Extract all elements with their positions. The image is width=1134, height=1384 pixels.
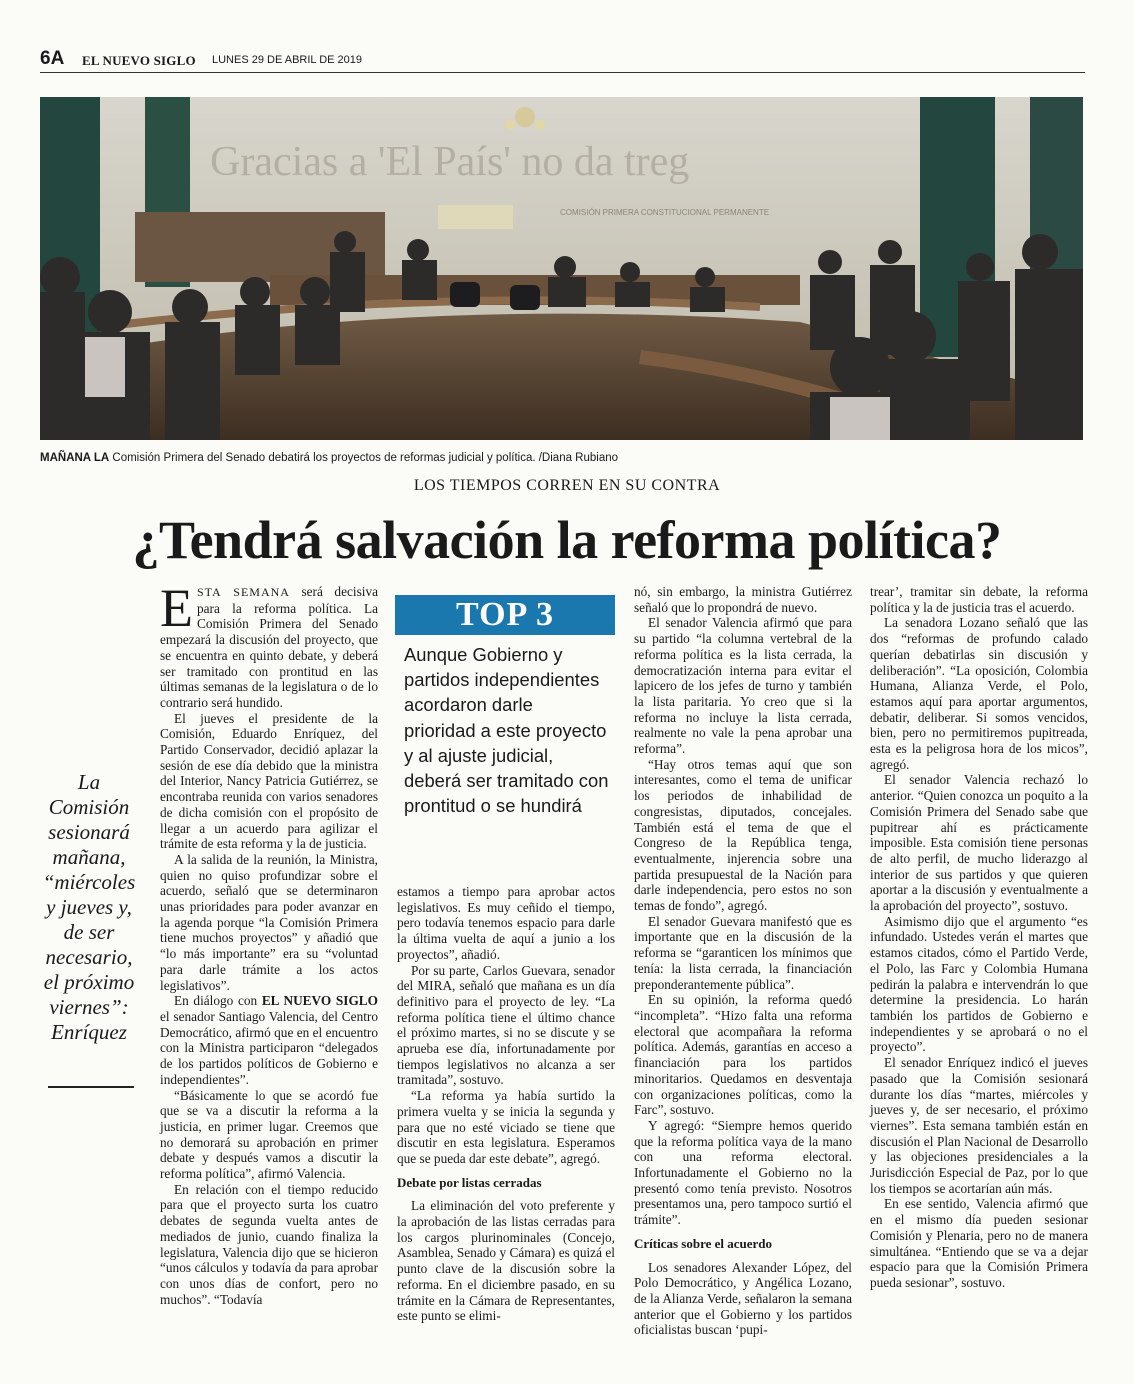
photo-caption-lead: MAÑANA LA (40, 452, 110, 464)
paragraph: Y agregó: “Siempre hemos querido que la reforma política vaya de la mano con una reforma electoral. Infortunadamente el Gobierno no la presentó como tenía previsto. Nosotros presentamos una, pero tampoco surtió el trámite”. (634, 1117, 852, 1228)
paragraph: El senador Guevara manifestó que es importante que en la discusión de la reforma se “garanticen los mínimos que tenía: la lista cerrada, la financiación preponderantemente pública”. (634, 913, 852, 992)
senate-commission-photo (40, 97, 1083, 440)
paragraph-text: será decisiva para la reforma política. La Comisión Primera del Senado empezará la discusión del proyecto, que se encuentra en quinto debate, y deberá ser tramitado con prontitud en las últimas semanas de la legislatura o de lo contrario será hundido. (160, 584, 378, 710)
article-kicker: LOS TIEMPOS CORREN EN SU CONTRA (413, 477, 721, 494)
paragraph (160, 993, 378, 1087)
article-column-1 (160, 578, 378, 1307)
paragraph: El senador Enríquez indicó el jueves pasado que la Comisión sesionará durante los días “martes, miércoles y jueves y, de ser necesario, el próximo viernes”. Esta semana también están en discusión el Plan Nacional de Desarrollo y las objeciones presidenciales a la Jurisdicción Especial de Paz, por lo que los tiempos se acortarían aún más. (870, 1055, 1088, 1196)
subheading: Críticas sobre el acuerdo (634, 1235, 773, 1251)
issue-date: LUNES 29 DE ABRIL DE 2019 (212, 54, 363, 66)
subheading: Debate por listas cerradas (397, 1174, 542, 1190)
paragraph: El senador Valencia rechazó lo anterior. “Quien conozca un poquito a la Comisión Primera del Senado sabe que pupitrear ahí es prácticamente imposible. Esta comisión tiene personas de alto perfil, de mucho liderazgo al interior de sus partidos y que quieren aportar a la discusión y eventualmente a la aprobación del proyecto”, sostuvo. (870, 772, 1088, 914)
photo-caption (40, 452, 1085, 464)
page-number: 6A (40, 48, 65, 69)
paragraph: A la salida de la reunión, la Ministra, quien no quiso profundizar sobre el acuerdo, señaló que se determinaron unas prioridades para poder avanzar en la agenda porque “la Comisión Primera tiene muchos proyectos” y añadió que “lo más importante” era su “voluntad para darle trámite a los actos legislativos”. (160, 851, 378, 993)
article-headline: ¿Tendrá salvación la reforma política? (132, 510, 1002, 570)
top3-summary: Aunque Gobierno y partidos independientes acordaron darle prioridad a este proyecto y al ajuste judicial, deberá ser tramitado con prontitud o se hundirá (404, 644, 609, 817)
paragraph: “La reforma ya había surtido la primera vuelta y se inicia la segunda y para que no esté viciado se tiene que discutir en esta legislatura. Esperamos que se pueda dar este debate”, agregó. (397, 1088, 615, 1166)
paragraph: El jueves el presidente de la Comisión, Eduardo Enríquez, del Partido Conservador, decidió aplazar la sesión de ese día debido que la ministra del Interior, Nancy Patricia Gutiérrez, se encontraba reunida con varios senadores de dicha comisión con el propósito de llegar a un acuerdo para agilizar el trámite de esta reforma y la de justicia. (160, 710, 378, 852)
page-header (40, 50, 1085, 73)
article-column-3 (634, 584, 852, 1338)
paragraph: En ese sentido, Valencia afirmó que en el mismo día pueden sesionar Comisión y Plenaria, pero no de manera simultánea. “Entiendo que se va a dejar espacio para que la Comisión Primera pueda sesionar”, sostuvo. (870, 1196, 1088, 1290)
paragraph: El senador Valencia afirmó que para su partido “la columna vertebral de la reforma política es la lista cerrada, la democratización interna para evitar el lapicero de los jefes de turno y también la lista paritaria. Yo creo que si la reforma no incluye la lista cerrada, realmente no vale la pena aprobar una reforma”. (634, 615, 852, 757)
paragraph (160, 578, 378, 711)
paragraph: En su opinión, la reforma quedó “incompleta”. “Hizo falta una reforma electoral que acompañara la reforma política. Además, garantías en acceso a financiación para los partidos minoritarios. Quedamos en desventaja con organizaciones políticas, como la Farc”, sostuvo. (634, 992, 852, 1118)
article-column-2 (397, 884, 615, 1324)
lead-caps: STA SEMANA (197, 585, 290, 599)
paragraph: En relación con el tiempo reducido para que el proyecto surta los cuatro debates de segunda vuelta antes de mediados de junio, cuando finaliza la legislatura, Valencia dijo que se hicieron “unos cálculos y todavía da para aprobar con unos días de confort, pero no muchos”. “Todavía (160, 1181, 378, 1307)
article-column-4 (870, 584, 1088, 1291)
paragraph: “Hay otros temas aquí que son interesantes, como el tema de unificar los periodos de inhabilidad de congresistas, diputados, concejales. También está el tema de que el Congreso de la República tenga, eventualmente, injerencia sobre una partida presupuestal de la Nación para darle independencia, pero estos no son temas de fondo”, agregó. (634, 756, 852, 914)
news-photo (40, 97, 1083, 440)
paragraph: La senadora Lozano señaló que las dos “reformas de profundo calado querían debatirlas sin discusión y deliberación”. “La oposición, Colombia Humana, Alianza Verde, el Polo, estamos aquí para aportar argumentos, debatir, deliberar. Si somos vencidos, bien, pero no permitiremos pupitreada, esta es la peligrosa hora de los micos”, agregó. (870, 615, 1088, 772)
photo-nameplate-text: COMISIÓN PRIMERA CONSTITUCIONAL PERMANENTE (560, 208, 770, 217)
paragraph: trear’, tramitar sin debate, la reforma política y la de justicia tras el acuerdo. (870, 584, 1088, 615)
paragraph: estamos a tiempo para aprobar actos legislativos. Es muy ceñido el tiempo, pero todavía tenemos espacio para darle la última vuelta de aquí a junio a los proyectos”, añadió. (397, 884, 615, 962)
paragraph: La eliminación del voto preferente y la aprobación de las listas cerradas para los cargos plurinominales (Concejo, Asamblea, Senado y Cámara) es quizá el punto clave de la discusión sobre la reforma. En el diciembre pasado, en su trámite en la Cámara de Representantes, este punto se elimi- (397, 1198, 615, 1324)
paragraph-text: En diálogo con (174, 993, 262, 1009)
newspaper-name: EL NUEVO SIGLO (82, 53, 196, 68)
paragraph: nó, sin embargo, la ministra Gutiérrez señaló que lo propondrá de nuevo. (634, 584, 852, 615)
paragraph: Por su parte, Carlos Guevara, senador del MIRA, señaló que mañana es un día definitivo para el proyecto de ley. “La reforma política tiene el último chance el próximo martes, si no se discute y se aprueba ese día, infortunadamente por tiempos legislativos no alcanza a ser tramitada”, sostuvo. (397, 962, 615, 1088)
pull-quote: La Comisión sesionará mañana, “miércoles y jueves y, de ser necesario, el próximo viernes”: Enríquez (42, 770, 136, 1044)
pull-quote-rule (48, 1086, 134, 1088)
paragraph: Asimismo dijo que el argumento “es infundado. Ustedes verán el martes que estamos citados, cómo el Partido Verde, el Polo, las Farc y Colombia Humana pedirán la palabra e intervendrán lo que determine la presidencia. Lo harán también los partidos de Gobierno e independientes y se aprobará o no el proyecto”. (870, 913, 1088, 1055)
top3-label: TOP 3 (395, 595, 615, 635)
paragraph: “Básicamente lo que se acordó fue que se va a discutir la reforma a la justicia, en primer lugar. Creemos que no demorará su aprobación en primer debate y después vamos a discutir la reforma política”, afirmó Valencia. (160, 1087, 378, 1182)
photo-caption-body: Comisión Primera del Senado debatirá los proyectos de reformas judicial y política. /Diana Rubiano (109, 452, 619, 464)
photo-wall-text: Gracias a 'El País' no da treg (210, 139, 690, 185)
drop-cap: E (160, 578, 193, 638)
paragraph: Los senadores Alexander López, del Polo Democrático, y Angélica Lozano, de la Alianza Verde, señalaron la semana anterior que el Gobierno y los partidos oficialistas buscan ‘pupi- (634, 1259, 852, 1338)
paragraph-text: el senador Santiago Valencia, del Centro Democrático, afirmó que en el encuentro con la Ministra participaron “delegados de los partidos políticos de Gobierno e independientes”. (160, 1008, 378, 1087)
newspaper-name-inline: EL NUEVO SIGLO (261, 993, 378, 1009)
